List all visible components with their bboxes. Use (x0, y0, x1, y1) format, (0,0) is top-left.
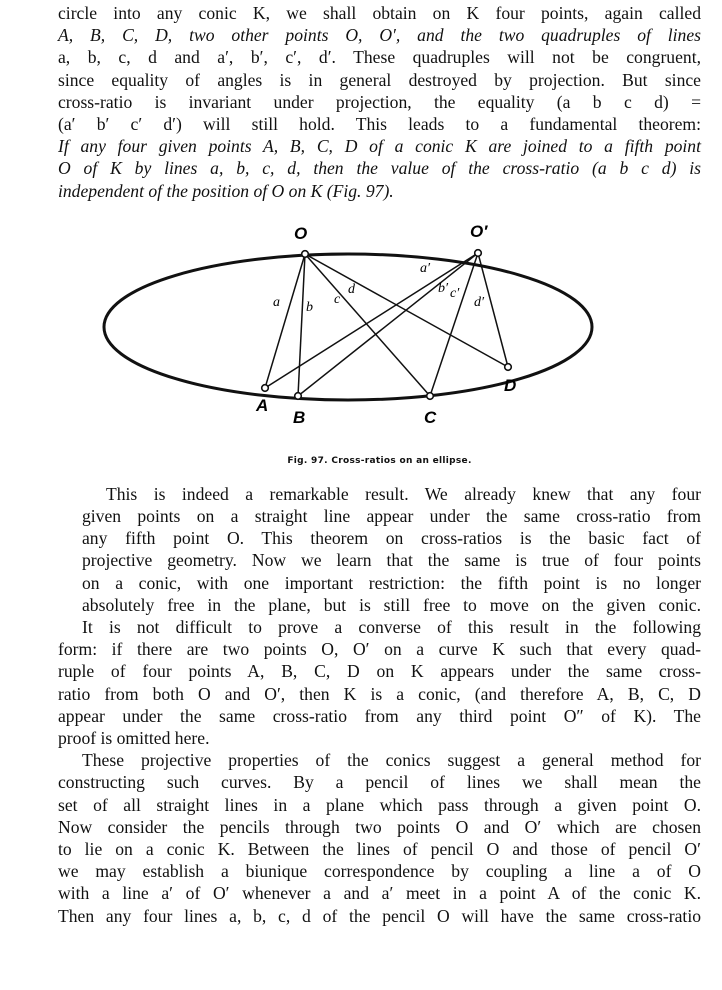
label-C: C (424, 407, 437, 427)
paragraph-theorem (58, 2, 701, 202)
label-O-prime: O′ (470, 221, 488, 241)
text-line: set of all straight lines in a plane which pass through a given point O. (58, 794, 701, 815)
text-line: a, b, c, d and a′, b′, c′, d′. These quadruples will not be congruent, (58, 47, 701, 68)
label-D: D (504, 375, 517, 395)
point-C (427, 393, 434, 400)
text-line: to lie on a conic K. Between the lines of pencil O and those of pencil O′ (58, 839, 701, 860)
text-line: appear under the same cross-ratio from any third point O″ of K). The (58, 705, 701, 726)
point-A (262, 385, 269, 392)
text-line: form: if there are two points O, O′ on a curve K such that every quad- (58, 639, 701, 660)
label-B: B (293, 407, 306, 427)
label-line-c: c (334, 291, 341, 307)
text-line: Then any four lines a, b, c, d of the pencil O will have the same cross-ratio (58, 905, 701, 926)
label-O: O (294, 223, 308, 243)
text-line: These projective properties of the conics suggest a general method for (82, 750, 701, 771)
text-line: with a line a′ of O′ whenever a and a′ meet in a point A of the conic K. (58, 883, 701, 904)
paragraph-converse (58, 616, 701, 749)
line-b-prime (298, 253, 478, 396)
figure-97 (58, 207, 701, 483)
label-line-d: d (348, 281, 355, 297)
label-line-b-prime: b′ (438, 280, 449, 296)
text-line: projective geometry. Now we learn that the same is true of four points (82, 550, 701, 571)
ellipse-conic (104, 254, 592, 400)
text-line: on a conic, with one important restriction: the fifth point is no longer (82, 572, 701, 593)
label-A: A (256, 395, 269, 415)
text-line: circle into any conic K, we shall obtain on K four points, again called (58, 3, 701, 23)
text-line: absolutely free in the plane, but is still free to move on the given conic. (82, 594, 701, 615)
text-line: ratio from both O and O′, then K is a conic, (and therefore A, B, C, D (58, 683, 701, 704)
point-D (505, 364, 512, 371)
label-line-b: b (306, 299, 313, 315)
point-B (295, 393, 302, 400)
text-line: proof is omitted here. (58, 728, 210, 749)
page (58, 2, 701, 927)
paragraph-remarkable (58, 483, 701, 616)
text-line: It is not difficult to prove a converse of this result in the following (82, 617, 701, 638)
label-line-d-prime: d′ (474, 294, 485, 310)
text-line: cross-ratio is invariant under projection, the equality (a b c d) = (58, 91, 701, 112)
text-line: we may establish a biunique correspondence by coupling a line a of O (58, 861, 701, 882)
paragraph-pencils (58, 749, 701, 927)
text-line: (a′ b′ c′ d′) will still hold. This leads to a fundamental theorem: (58, 114, 701, 135)
line-a-prime (265, 253, 478, 388)
point-O-prime (475, 250, 482, 257)
text-line: Now consider the pencils through two points O and O′ which are chosen (58, 816, 701, 837)
text-line: constructing such curves. By a pencil of lines we shall mean the (58, 772, 701, 793)
label-line-a-prime: a′ (420, 260, 431, 276)
line-c-prime (430, 253, 478, 396)
text-line: since equality of angles is in general destroyed by projection. But since (58, 69, 701, 90)
theorem-line: independent of the position of O on K (Fig. 97). (58, 180, 394, 201)
label-line-c-prime: c′ (450, 285, 460, 301)
text-line: ruple of four points A, B, C, D on K appears under the same cross- (58, 661, 701, 682)
text-line: any fifth point O. This theorem on cross-ratios is the basic fact of (82, 528, 701, 549)
ellipse-diagram (58, 207, 701, 483)
figure-caption: Fig. 97. Cross-ratios on an ellipse. (287, 455, 472, 466)
text-line: given points on a straight line appear under the same cross-ratio from (82, 506, 701, 527)
point-O (302, 251, 309, 258)
text-line: This is indeed a remarkable result. We already knew that any four (106, 483, 701, 504)
theorem-line: If any four given points A, B, C, D of a conic K are joined to a fifth point (58, 136, 701, 157)
label-line-a: a (273, 294, 280, 310)
text-line: A, B, C, D, two other points O, O′, and the two quadruples of lines (58, 25, 701, 46)
theorem-line: O of K by lines a, b, c, d, then the value of the cross-ratio (a b c d) is (58, 158, 701, 179)
